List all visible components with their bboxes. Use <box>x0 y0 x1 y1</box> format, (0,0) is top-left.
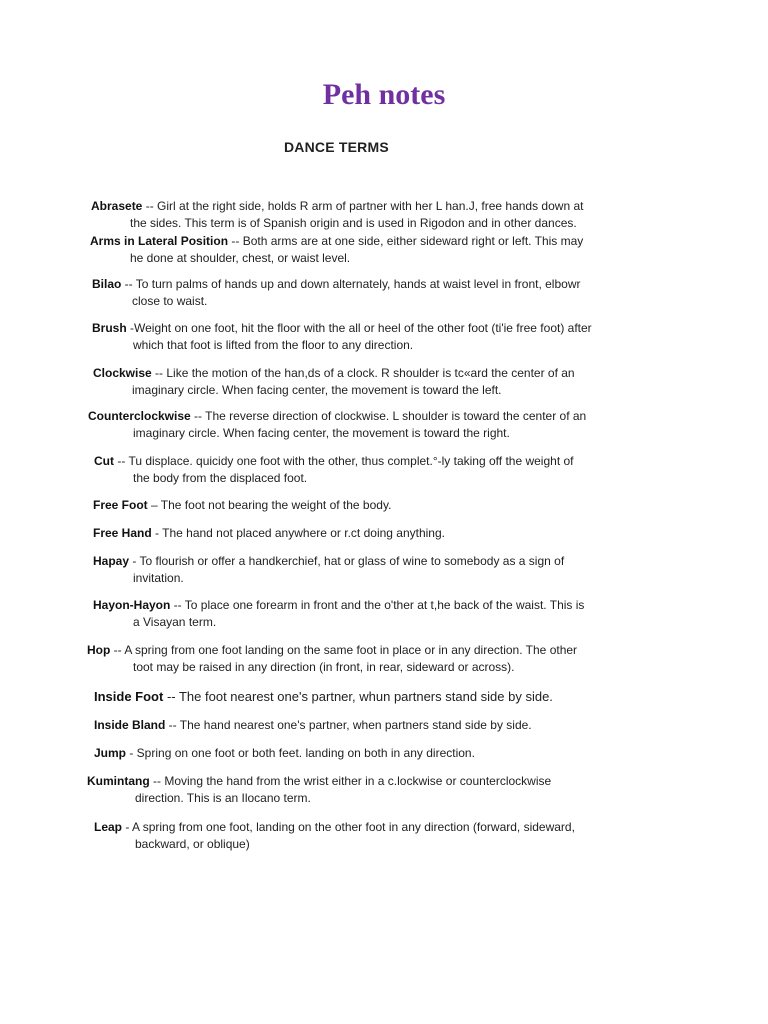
term-definition-continued: the sides. This term is of Spanish origin and is used in Rigodon and in other dances. <box>130 216 577 230</box>
term-definition-continued: a Visayan term. <box>133 615 217 629</box>
term-entry-hayon-hayon <box>93 597 584 631</box>
term-name: Inside Bland <box>94 718 166 732</box>
term-definition: -- The foot nearest one's partner, whun partners stand side by side. <box>163 689 553 704</box>
term-definition-continued: which that foot is lifted from the floor to any direction. <box>133 338 414 352</box>
term-name: Cut <box>94 454 114 468</box>
term-definition: -- A spring from one foot landing on the same foot in place or in any direction. The other <box>110 643 578 657</box>
term-definition: -Weight on one foot, hit the floor with the all or heel of the other foot (ti'ie free foot) after <box>126 321 592 335</box>
term-definition-continued: backward, or oblique) <box>135 837 250 851</box>
term-entry-inside-bland <box>94 717 532 734</box>
section-heading: DANCE TERMS <box>284 139 389 155</box>
term-definition-continued: direction. This is an Ilocano term. <box>135 791 311 805</box>
term-definition-continued: toot may be raised in any direction (in front, in rear, sideward or across). <box>133 660 515 674</box>
term-name: Counterclockwise <box>88 409 191 423</box>
term-definition-continued: invitation. <box>133 571 184 585</box>
term-name: Jump <box>94 746 127 760</box>
term-definition: - A spring from one foot, landing on the other foot in any direction (forward, sideward, <box>122 820 575 834</box>
term-definition: -- To place one forearm in front and the o'ther at t,he back of the waist. This is <box>170 598 585 612</box>
term-name: Abrasete <box>91 199 143 213</box>
term-definition: - To flourish or offer a handkerchief, hat or glass of wine to somebody as a sign of <box>129 554 565 568</box>
term-entry-hapay <box>93 553 564 587</box>
term-name: Hapay <box>93 554 130 568</box>
term-entry-bilao <box>92 276 580 310</box>
term-definition: -- Tu displace. quicidy one foot with the other, thus complet.°-ly taking off the weight of <box>114 454 574 468</box>
term-definition: -- To turn palms of hands up and down alternately, hands at waist level in front, elbowr <box>121 277 581 291</box>
term-name: Free Hand <box>93 526 152 540</box>
term-name: Hayon-Hayon <box>93 598 171 612</box>
term-definition-continued: close to waist. <box>132 294 208 308</box>
term-name: Brush <box>92 321 127 335</box>
term-name: Clockwise <box>93 366 152 380</box>
term-entry-brush <box>92 320 592 354</box>
term-entry-arms-in-lateral-position <box>90 233 583 267</box>
term-definition: - The hand not placed anywhere or r.ct doing anything. <box>151 526 445 540</box>
term-name: Leap <box>94 820 123 834</box>
term-entry-abrasete <box>91 198 583 232</box>
page-title: Peh notes <box>322 78 446 111</box>
term-entry-counterclockwise <box>88 408 586 442</box>
term-definition: -- Both arms are at one side, either sideward right or left. This may <box>228 234 584 248</box>
term-definition: -- The hand nearest one's partner, when partners stand side by side. <box>165 718 532 732</box>
term-entry-jump <box>94 745 475 762</box>
term-entry-leap <box>94 819 575 853</box>
term-definition: -- The reverse direction of clockwise. L shoulder is toward the center of an <box>190 409 587 423</box>
term-name: Bilao <box>92 277 122 291</box>
term-entry-hop <box>87 642 577 676</box>
term-definition-continued: imaginary circle. When facing center, the movement is toward the left. <box>132 383 502 397</box>
term-definition: – The foot not bearing the weight of the body. <box>147 498 392 512</box>
term-definition-continued: he done at shoulder, chest, or waist level. <box>130 251 351 265</box>
term-entry-clockwise <box>93 365 575 399</box>
term-definition: - Spring on one foot or both feet. landing on both in any direction. <box>126 746 475 760</box>
term-entry-inside-foot <box>94 688 553 705</box>
term-name: Arms in Lateral Position <box>90 234 229 248</box>
term-definition: -- Like the motion of the han,ds of a clock. R shoulder is tc«ard the center of an <box>151 366 575 380</box>
term-entry-cut <box>94 453 574 487</box>
term-entry-free-hand <box>93 525 445 542</box>
term-entry-kumintang <box>87 773 551 807</box>
term-name: Inside Foot <box>94 689 164 704</box>
term-definition-continued: the body from the displaced foot. <box>133 471 308 485</box>
term-name: Kumintang <box>87 774 150 788</box>
term-name: Free Foot <box>93 498 148 512</box>
term-name: Hop <box>87 643 111 657</box>
term-definition: -- Girl at the right side, holds R arm of partner with her L han.J, free hands down at <box>142 199 584 213</box>
term-definition: -- Moving the hand from the wrist either in a c.lockwise or counterclockwise <box>149 774 552 788</box>
term-definition-continued: imaginary circle. When facing center, the movement is toward the right. <box>133 426 510 440</box>
term-entry-free-foot <box>93 497 391 514</box>
